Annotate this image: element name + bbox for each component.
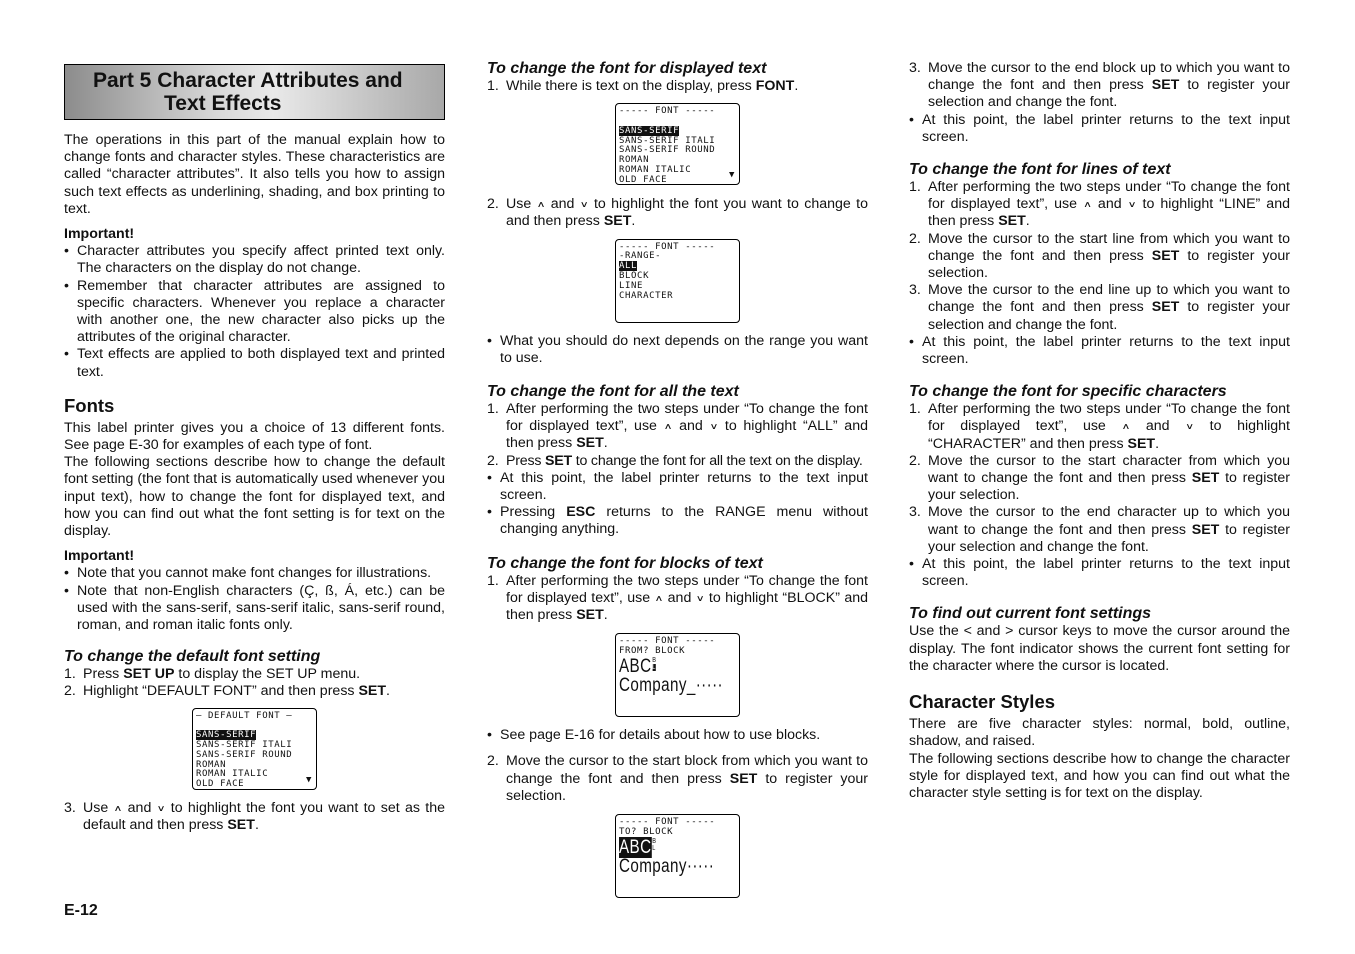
blocks-steps-3 (909, 60, 1290, 112)
up-arrow-icon: ∧ (1083, 199, 1092, 210)
up-arrow-icon: ∧ (654, 593, 664, 603)
step-item: 1. Press SET UP to display the SET UP menu. (64, 666, 361, 683)
list-item: • At this point, the label printer returns to the text input screen. (909, 556, 1290, 590)
up-arrow-icon: ∧ (1121, 421, 1131, 432)
lcd-screen-range-menu: ----- FONT ----- -RANGE- ALL BLOCK LINE CHARACTER (615, 239, 740, 323)
up-arrow-icon: ∧ (113, 802, 123, 813)
part-title-box (64, 64, 445, 120)
down-arrow-icon: ∨ (1127, 199, 1137, 210)
step-item: 2. Move the cursor to the start character from which you want to change the font and then press SET to register your selection. (909, 452, 1290, 504)
list-item: • Note that non-English characters (Ç, ß, Á, etc.) can be used with the sans-serif, sans-serif italic, sans-serif round, roman, and roman italic fonts only. (64, 583, 445, 635)
styles-paragraph-2: The following sections describe how to change the character style for displayed text, and how you can find out what the character style setting is for text on the display. (909, 750, 1290, 801)
list-item: • What you should do next depends on the range you want to use. (487, 333, 868, 367)
left-arrow-icon: < (963, 623, 972, 640)
styles-paragraph-1: There are five character styles: normal, bold, outline, shadow, and raised. (909, 716, 1290, 750)
default-font-heading: To change the default font setting (64, 648, 321, 666)
step-item: 1. After performing the two steps under “To change the font for displayed text”, use ∧ and ∨ to highlight “LINE” and then press SET. (909, 179, 1290, 230)
displayed-note (487, 333, 868, 367)
list-item: • Text effects are applied to both displayed text and printed text. (64, 346, 445, 380)
list-item: • Note that you cannot make font changes for illustrations. (64, 565, 445, 582)
current-font-paragraph: Use the < and > cursor keys to move the cursor around the display. The font indicator shows the current font setting for the character where the cursor is located. (909, 623, 1290, 674)
current-font-heading: To find out current font settings (909, 605, 1152, 623)
chars-heading: To change the font for specific characters (909, 383, 1227, 401)
default-font-step3 (64, 800, 445, 834)
lines-heading: To change the font for lines of text (909, 161, 1171, 179)
list-item: • See page E-16 for details about how to use blocks. (487, 727, 868, 744)
column-right (909, 60, 1290, 802)
fonts-paragraph-2: The following sections describe how to change the default font setting (the font that is automatically used whenever you input text), how to change the font for displayed text, and how you can find out what the font setting is for text on the display. (64, 454, 445, 540)
list-item: • Remember that character attributes are assigned to specific characters. Whenever you replace a character with another one, the new character also picks up the attributes of the original character. (64, 278, 445, 347)
blocks-note (487, 727, 868, 744)
blocks-heading: To change the font for blocks of text (487, 554, 763, 572)
lines-steps (909, 179, 1290, 334)
list-item: • Character attributes you specify affect printed text only. The characters on the display do not change. (64, 243, 445, 277)
down-arrow-icon: ∨ (709, 421, 719, 432)
up-arrow-icon: ∧ (663, 421, 673, 432)
list-item: • At this point, the label printer returns to the text input screen. (909, 334, 1290, 368)
fonts-paragraph-1: This label printer gives you a choice of 13 different fonts. See page E-30 for examples of each type of font. (64, 419, 445, 454)
column-left (64, 60, 445, 834)
down-arrow-icon: ∨ (695, 593, 705, 603)
down-arrow-icon: ∨ (156, 802, 166, 813)
fonts-heading: Fonts (64, 394, 115, 416)
step-item: 2. Highlight “DEFAULT FONT” and then press SET. (64, 683, 390, 700)
displayed-steps-2 (487, 196, 868, 230)
step-item: 1. After performing the two steps under “To change the font for displayed text”, use ∧ and ∨ to highlight “BLOCK” and then press SET. (487, 572, 868, 624)
list-item: • Pressing ESC returns to the RANGE menu without changing anything. (487, 504, 868, 538)
character-styles-heading: Character Styles (909, 691, 1056, 713)
displayed-steps-1 (487, 78, 868, 95)
step-item: 3. Move the cursor to the end character up to which you want to change the font and then press SET to register your selection and change the font. (909, 504, 1290, 555)
important-list-2 (64, 565, 445, 634)
down-arrow-icon: ∨ (1185, 421, 1195, 432)
chars-steps (909, 401, 1290, 556)
step-item: 1. After performing the two steps under “To change the font for displayed text”, use ∧ and ∨ to highlight “CHARACTER” and then press SET. (909, 401, 1290, 452)
step-item: 3. Use ∧ and ∨ to highlight the font you want to set as the default and then press SET. (64, 799, 445, 833)
down-arrow-icon: ∨ (579, 199, 589, 210)
all-text-heading: To change the font for all the text (487, 383, 739, 401)
right-arrow-icon: > (1005, 623, 1014, 640)
scroll-down-icon: ▼ (728, 170, 735, 181)
intro-paragraph: The operations in this part of the manual explain how to change fonts and character styles. These characteristics are called “character attributes”. It also tells you how to assign such text effects as underlining, shading, and box printing to text. (64, 132, 445, 217)
lines-notes (909, 334, 1290, 368)
lcd-screen-from-block: ----- FONT ----- FROM? BLOCK ABCB L Company_····· (615, 633, 740, 717)
step-item: 3. Move the cursor to the end line up to which you want to change the font and then press SET to register your selection and change the font. (909, 282, 1290, 333)
up-arrow-icon: ∧ (536, 199, 546, 210)
step-item: 2. Move the cursor to the start line from which you want to change the font and then press SET to register your selection. (909, 230, 1290, 282)
lcd-screen-to-block: ----- FONT ----- TO? BLOCK ABCB L Company····· (615, 814, 740, 898)
important-label: Important! (64, 226, 135, 243)
list-item: • At this point, the label printer returns to the text input screen. (487, 470, 868, 504)
default-font-steps (64, 666, 445, 700)
part-title-line1: Part 5 Character Attributes and (93, 69, 403, 92)
step-item: 1. After performing the two steps under “To change the font for displayed text”, use ∧ and ∨ to highlight “ALL” and then press SET. (487, 401, 868, 452)
column-middle (487, 60, 868, 898)
scroll-down-icon: ▼ (305, 774, 312, 785)
blocks-steps-2 (487, 753, 868, 805)
page-number: E-12 (64, 902, 98, 919)
lcd-screen-default-font: — DEFAULT FONT — SANS-SERIF SANS-SERIF ITALI SANS-SERIF ROUND ROMAN ROMAN ITALIC OLD FACE ▼ (192, 708, 317, 790)
all-text-notes (487, 470, 868, 539)
chars-notes (909, 556, 1290, 590)
step-item: 2. Move the cursor to the start block from which you want to change the font and then press SET to register your selection. (487, 753, 868, 804)
important-list-1 (64, 243, 445, 381)
step-item: 1. While there is text on the display, press FONT. (487, 78, 799, 94)
blocks-steps-1 (487, 573, 868, 625)
part-title-line2: Text Effects (164, 92, 282, 115)
important-label: Important! (64, 548, 135, 565)
step-item: 2. Press SET to change the font for all the text on the display. (487, 452, 863, 469)
step-item: 3. Move the cursor to the end block up to which you want to change the font and then press SET to register your selection and change the font. (909, 60, 1290, 111)
step-item: 2. Use ∧ and ∨ to highlight the font you want to change to and then press SET. (487, 196, 868, 230)
list-item: • At this point, the label printer returns to the text input screen. (909, 112, 1290, 146)
all-text-steps (487, 401, 868, 470)
lcd-screen-font-menu: ----- FONT ----- SANS-SERIF SANS-SERIF ITALI SANS-SERIF ROUND ROMAN ROMAN ITALIC OLD FACE ▼ (615, 103, 740, 185)
blocks-notes-2 (909, 112, 1290, 146)
displayed-text-heading: To change the font for displayed text (487, 60, 767, 77)
